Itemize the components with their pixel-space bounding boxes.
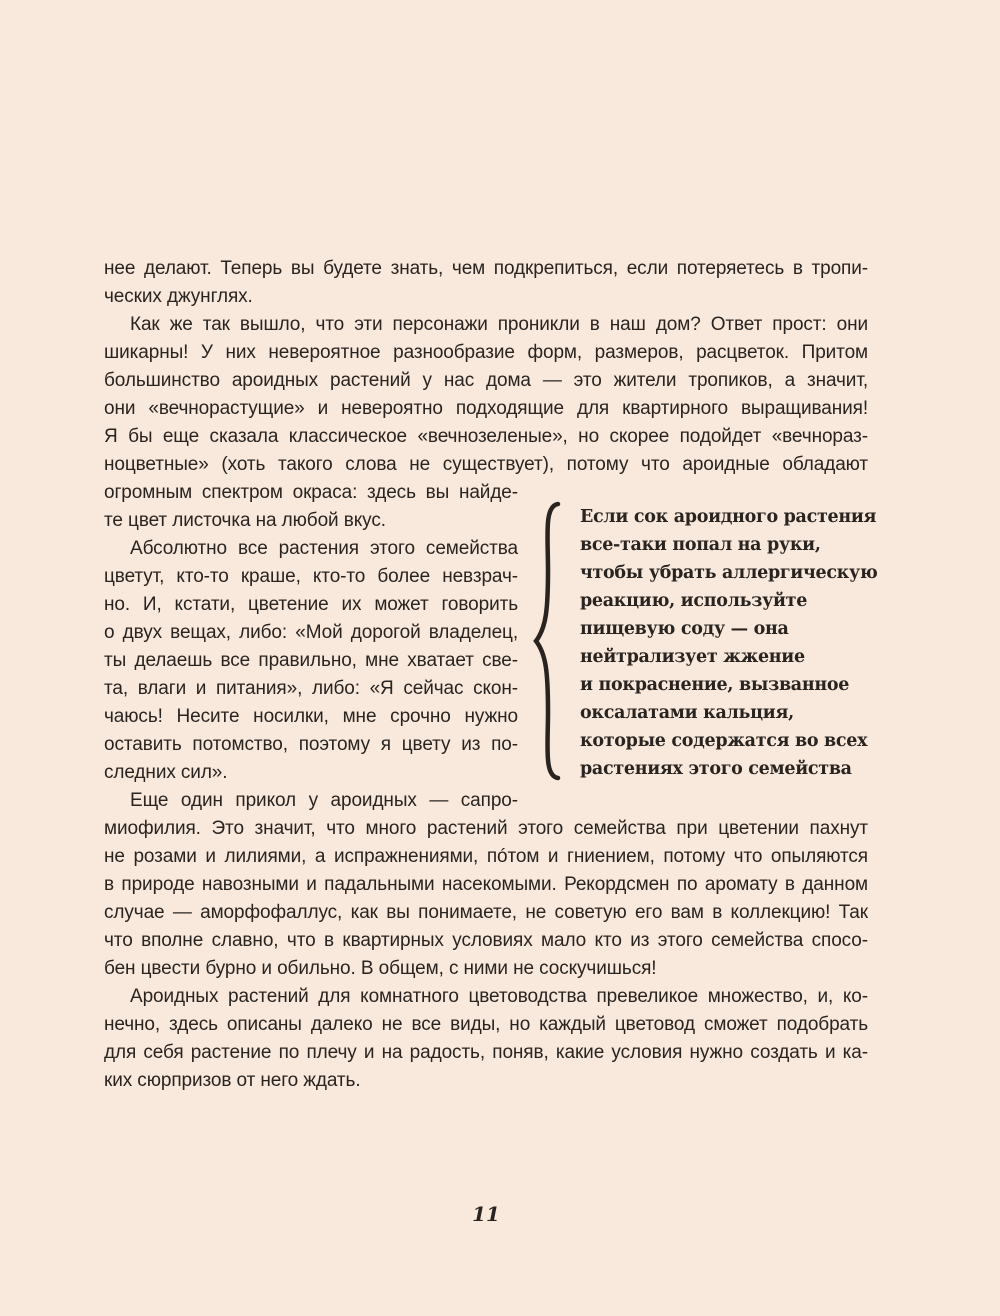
callout-line: и покраснение, вызванное: [580, 675, 850, 695]
body-line: они «вечнорастущие» и невероятно подходящие для квартирного выращивания!: [104, 398, 868, 419]
body-line: нее делают. Теперь вы будете знать, чем подкрепиться, если потеряетесь в тропи-: [104, 258, 868, 279]
body-line: что вполне славно, что в квартирных условиях мало кто из этого семейства спосо-: [104, 930, 868, 951]
body-line: ты делаешь все правильно, мне хватает све-: [104, 650, 518, 671]
body-line: в природе навозными и падальными насекомыми. Рекордсмен по аромату в данном: [104, 874, 868, 895]
body-line: чаюсь! Несите носилки, мне срочно нужно: [104, 706, 518, 727]
callout-line: реакцию, используйте: [580, 591, 808, 611]
body-line: Как же так вышло, что эти персонажи проникли в наш дом? Ответ прост: они: [130, 314, 868, 335]
page-number: 11: [472, 1202, 500, 1226]
callout-line: которые содержатся во всех: [580, 731, 868, 751]
callout-line: растениях этого семейства: [580, 759, 852, 779]
callout-line: пищевую соду — она: [580, 619, 789, 639]
body-line: о двух вещах, либо: «Мой дорогой владелец,: [104, 622, 518, 643]
callout-line: нейтрализует жжение: [580, 647, 805, 667]
body-line: случае — аморфофаллус, как вы понимаете, не советую его вам в коллекцию! Так: [104, 902, 868, 923]
body-line: следних сил».: [104, 762, 228, 783]
body-line: шикарны! У них невероятное разнообразие форм, размеров, расцветок. Притом: [104, 342, 868, 363]
body-line: бен цвести бурно и обильно. В общем, с ними не соскучишься!: [104, 958, 657, 979]
body-line: оставить потомство, поэтому я цвету из по-: [104, 734, 518, 755]
body-line: миофилия. Это значит, что много растений этого семейства при цветении пахнут: [104, 818, 868, 839]
curly-brace-icon: [530, 500, 570, 782]
body-line: для себя растение по плечу и на радость, поняв, какие условия нужно создать и ка-: [104, 1042, 868, 1063]
body-line: ческих джунглях.: [104, 286, 253, 307]
body-line: Ароидных растений для комнатного цветоводства превеликое множество, и, ко-: [130, 986, 868, 1007]
callout-line: оксалатами кальция,: [580, 703, 794, 723]
body-line: Я бы еще сказала классическое «вечнозеленые», но скорее подойдет «вечнораз-: [104, 426, 868, 447]
callout-line: Если сок ароидного растения: [580, 507, 877, 527]
body-line: не розами и лилиями, а испражнениями, пóтом и гниением, потому что опыляются: [104, 846, 868, 867]
body-line: Еще один прикол у ароидных — сапро-: [130, 790, 518, 811]
body-line: нечно, здесь описаны далеко не все виды, но каждый цветовод сможет подобрать: [104, 1014, 868, 1035]
body-line: та, влаги и питания», либо: «Я сейчас скон-: [104, 678, 518, 699]
body-line: ноцветные» (хоть такого слова не существует), потому что ароидные обладают: [104, 454, 868, 475]
body-line: большинство ароидных растений у нас дома — это жители тропиков, а значит,: [104, 370, 868, 391]
body-line: те цвет листочка на любой вкус.: [104, 510, 386, 531]
body-line: огромным спектром окраса: здесь вы найде-: [104, 482, 518, 503]
body-line: ких сюрпризов от него ждать.: [104, 1070, 361, 1091]
body-line: цветут, кто-то краше, кто-то более невзрач-: [104, 566, 518, 587]
body-line: Абсолютно все растения этого семейства: [130, 538, 518, 559]
callout-line: чтобы убрать аллергическую: [580, 563, 878, 583]
body-line: но. И, кстати, цветение их может говорить: [104, 594, 518, 615]
callout-line: все-таки попал на руки,: [580, 535, 821, 555]
